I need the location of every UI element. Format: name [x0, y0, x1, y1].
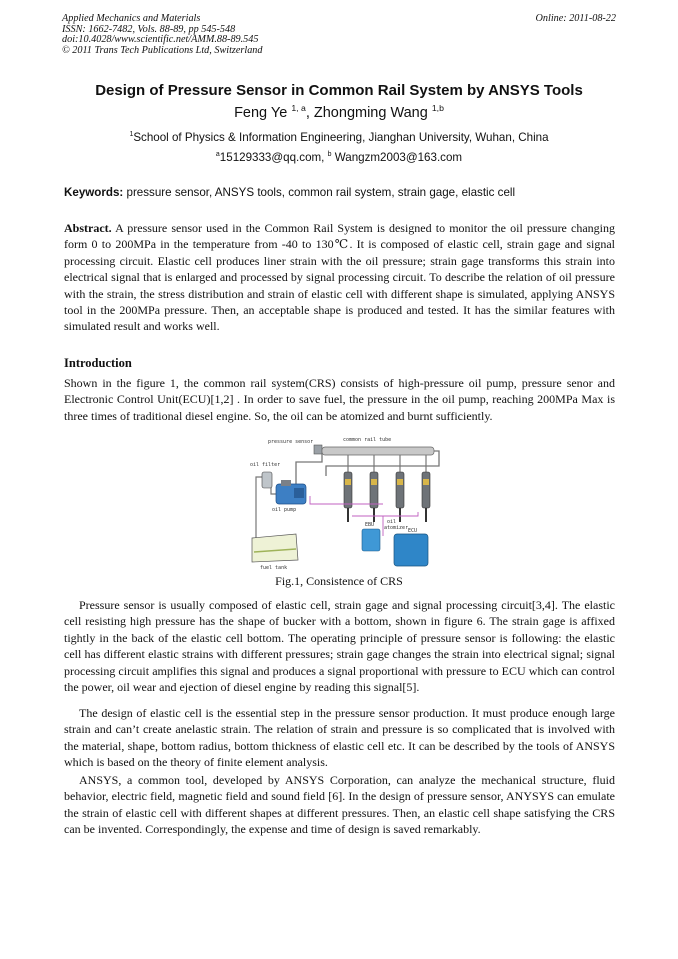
ecu-shape: [394, 534, 428, 566]
affiliation-text: School of Physics & Information Engineering, Jianghan University, Wuhan, China: [133, 131, 549, 144]
fuel-tank-shape: [252, 534, 298, 562]
label-ebu: EBU: [365, 522, 375, 528]
affiliation: [0, 131, 678, 144]
copyright: © 2011 Trans Tech Publications Ltd, Switzerland: [62, 44, 263, 56]
label-ecu: ECU: [408, 528, 418, 534]
label-oil-filter: oil filter: [250, 462, 281, 468]
body-paragraph-4: ANSYS, a common tool, developed by ANSYS Corporation, can analyze the mechanical structure, fluid behavior, electric field, magnetic field and sound field [6]. In the design of pressure sensor, ANYSYS can emulate the strain of elastic cell with different shapes at different pressures. Then, an elastic cell shape satisfying the CRS can be invented. Correspondingly, the expense and time of design is saved remarkably.: [64, 773, 615, 837]
email-b[interactable]: Wangzm2003@163.com: [334, 151, 463, 164]
common-rail-tube-shape: [322, 447, 434, 455]
keywords-label: Keywords:: [64, 186, 124, 199]
keywords: [64, 186, 624, 199]
figure-caption: Fig.1, Consistence of CRS: [275, 574, 403, 588]
pressure-sensor-shape: [314, 445, 322, 454]
abstract-label: Abstract.: [64, 221, 112, 235]
crs-figure: [248, 432, 443, 572]
abstract: [64, 220, 615, 335]
author-2-affil: 1,b: [431, 103, 444, 114]
email-a[interactable]: 15129333@qq.com,: [219, 151, 328, 164]
intro-paragraph: Shown in the figure 1, the common rail system(CRS) consists of high-pressure oil pump, pressure senor and Electronic Control Unit(ECU)[1,2] . In order to save fuel, the pressure in the oil pump, reaching 200MPa Max is three times of traditional diesel engine. So, the oil can be atomized and burnt sufficiently.: [64, 376, 615, 423]
author-1: Feng Ye: [234, 105, 288, 121]
oil-filter-shape: [262, 472, 272, 488]
section-heading-introduction: Introduction: [64, 356, 132, 370]
injector-2: [370, 455, 378, 522]
label-oil-pump: oil pump: [272, 507, 297, 513]
author-2: Zhongming Wang: [313, 105, 428, 121]
label-oil: oil: [387, 519, 397, 525]
affiliation-mark: 1: [129, 131, 134, 139]
emails: [0, 151, 678, 164]
body-paragraph-3: The design of elastic cell is the essential step in the pressure sensor production. It must produce enough large strain and can’t create anelastic strain. The relation of strain and pressure is so complicated that is involved with the material, shape, bottom radius, bottom thickness of elastic cell etc. It can be described by the tools of ANSYS which is based on the theory of finite element analysis.: [64, 706, 615, 770]
journal-header: [62, 14, 616, 56]
label-pressure-sensor: pressure sensor: [268, 439, 314, 445]
body-paragraph-2: Pressure sensor is usually composed of elastic cell, strain gage and signal processing circuit[3,4]. The elastic cell resisting high pressure has the shape of bucker with a bottom, shown in figure 6. The strain gage is affixed tightly in the back of the elastic cell bottom. The operating principle of pressure sensor is following: the elastic cell has different elastic strains with different pressures; strain gage changes the strain into electrical signal; signal processing circuit amplifies this signal and produces a signal proportional with pressure to ECU which can control the power, oil wear and ejection of diesel engine by reading this signal[5].: [64, 598, 615, 695]
doi: doi:10.4028/www.scientific.net/AMM.88-89.545: [62, 34, 259, 46]
label-atomizer: atomizer: [384, 525, 409, 531]
online-date: Online: 2011-08-22: [535, 13, 616, 24]
author-separator: ,: [305, 105, 314, 121]
journal-name: Applied Mechanics and Materials: [62, 13, 201, 24]
authors: [0, 105, 678, 121]
oil-pump-shape: [276, 480, 306, 504]
paper-title: Design of Pressure Sensor in Common Rail System by ANSYS Tools: [95, 82, 583, 99]
issn: ISSN: 1662-7482, Vols. 88-89, pp 545-548: [62, 23, 236, 35]
crs-diagram: [248, 432, 443, 572]
ebu-shape: [362, 529, 380, 551]
abstract-text: A pressure sensor used in the Common Rail System is designed to monitor the oil pressure changing form 0 to 200MPa in the temperature from -40 to 130℃. It is composed of elastic cell, strain gage and signal processing circuit. Elastic cell produces liner strain with the oil pressure; strain gage transforms this strain into electrical signal that is enlarged and processed by signal processing circuit. To describe the relation of oil pressure with the strain, the stress distribution and strain of elastic cell with different shape is simulated, applying ANSYS tool in the 200MPa pressure. Then, an acceptable shape is produced and tested. It has the similar features with simulated result and works well.: [64, 221, 615, 334]
label-fuel-tank: fuel tank: [260, 565, 288, 571]
injector-4: [422, 455, 430, 522]
author-1-affil: 1, a: [291, 103, 306, 114]
email-a-mark: a: [215, 151, 220, 159]
injector-1: [344, 455, 352, 522]
keywords-text: pressure sensor, ANSYS tools, common rail system, strain gage, elastic cell: [123, 186, 516, 199]
email-b-mark: b: [327, 151, 332, 159]
injector-3: [396, 455, 404, 522]
label-common-rail-tube: common rail tube: [343, 437, 392, 443]
